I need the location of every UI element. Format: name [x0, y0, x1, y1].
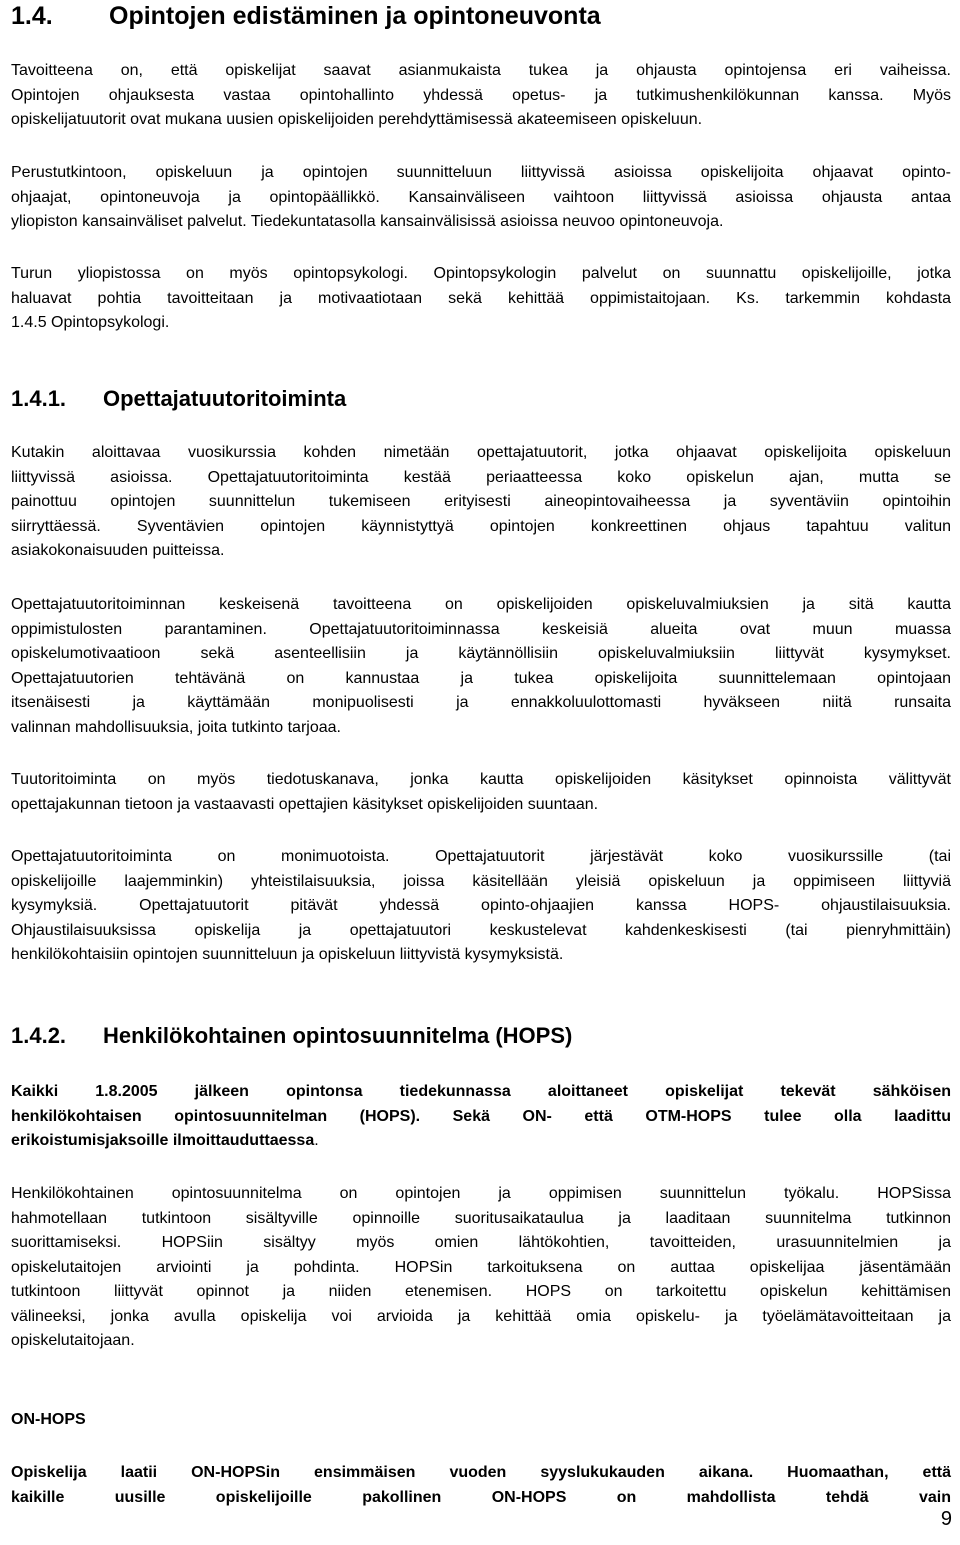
text-line: ohjaajat, opintoneuvoja ja opintopäällikkö. Kansainväliseen vaihtoon liittyvissä asioissa ohjausta antaa — [11, 188, 951, 206]
text-line: opiskelutaitojaan. — [11, 1332, 135, 1349]
text-line: opettajakunnan tietoon ja vastaavasti opettajien käsitykset opiskelijoiden suuntaan. — [11, 795, 599, 813]
text-line: haluavat pohtia tavoitteitaan ja motivaatiotaan sekä kehittää oppimistaitojaan. Ks. tarkemmin kohdasta — [11, 289, 951, 307]
paragraph-on-hops — [11, 1461, 951, 1510]
text-line: opiskelijatuutorit ovat mukana uusien opiskelijoiden perehdyttämisessä akateemiseen opiskeluun. — [11, 111, 703, 128]
subsection-title: Opettajatuutoritoiminta — [103, 386, 347, 411]
text-line: Turun yliopistossa on myös opintopsykologi. Opintopsykologin palvelut on suunnattu opiskelijoille, jotka — [11, 265, 951, 282]
text-line: yliopiston kansainväliset palvelut. Tiedekuntatasolla kansainvälisissä asioissa neuvoo opintoneuvoja. — [11, 213, 724, 230]
section-heading — [11, 2, 601, 31]
paragraph-tutor-forms — [11, 845, 951, 968]
text-line: Ohjaustilaisuuksissa opiskelija ja opettajatuutori keskustelevat kahdenkeskisesti (tai pienryhmittäin) — [11, 921, 951, 939]
text-line: Opiskelija laatii ON-HOPSin ensimmäisen vuoden syyslukukauden aikana. Huomaathan, että — [11, 1464, 951, 1481]
text-line: opiskelumotivaatioon sekä asenteellisiin ja käytännöllisiin opiskeluvalmiuksiin liittyvät kysymykset. — [11, 645, 951, 662]
text-line: Opettajatuutorien tehtävänä on kannustaa ja tukea opiskelijoita suunnittelemaan opintojaan — [11, 669, 951, 687]
paragraph-tutors — [11, 441, 951, 564]
text-line: Tuutoritoiminta on myös tiedotuskanava, jonka kautta opiskelijoiden käsitykset opinnoista välittyvät — [11, 771, 951, 788]
paragraph-intro — [11, 59, 951, 133]
paragraph-hops-notice — [11, 1080, 951, 1154]
text-line: tutkintoon liittyvät opinnot ja niiden etenemisen. HOPS on tarkoitettu opiskelun kehittämisen — [11, 1283, 951, 1300]
text-line: henkilökohtaisiin opintojen suunnitteluun ja opiskeluun liittyvistä kysymyksistä. — [11, 946, 564, 963]
paragraph-advisors — [11, 161, 951, 235]
text-line: Opettajatuutoritoiminnan keskeisenä tavoitteena on opiskelijoiden opiskeluvalmiuksien ja sitä kautta — [11, 596, 951, 613]
subsection-number: 1.4.2. — [11, 1023, 67, 1048]
text-line: hahmotellaan tutkintoon sisältyville opinnoille suoritusaikataulua ja laaditaan suunnitelma tutkinnon — [11, 1209, 951, 1227]
paragraph-tutor-goals — [11, 593, 951, 740]
text-line: oppimistulosten parantaminen. Opettajatuutoritoiminnassa keskeisiä alueita ovat muun muassa — [11, 620, 951, 638]
page-number: 9 — [940, 1508, 952, 1530]
text-line — [11, 1129, 951, 1154]
text-line: valinnan mahdollisuuksia, joita tutkinto tarjoaa. — [11, 718, 341, 736]
subsection-number: 1.4.1. — [11, 386, 67, 411]
text-line: Henkilökohtainen opintosuunnitelma on opintojen ja oppimisen suunnittelun työkalu. HOPSissa — [11, 1185, 951, 1202]
text-line: Kutakin aloittavaa vuosikurssia kohden nimetään opettajatuutorit, jotka ohjaavat opiskelijoita opiskeluun — [11, 444, 951, 461]
paragraph-info-channel — [11, 768, 951, 817]
text-line: henkilökohtaisen opintosuunnitelman (HOPS). Sekä ON- että OTM-HOPS tulee olla laadittu — [11, 1107, 951, 1125]
period: . — [314, 1132, 319, 1149]
text-line: siirryttäessä. Syventävien opintojen käynnistyttyä opintojen konkreettinen ohjaus tapahtuu valitun — [11, 517, 951, 535]
paragraph-psychologist — [11, 262, 951, 336]
subsection-heading-1 — [11, 386, 346, 412]
subsection-heading-2 — [11, 1023, 572, 1049]
text-line: kaikille uusille opiskelijoille pakollinen ON-HOPS on mahdollista tehdä vain — [11, 1488, 951, 1506]
text-line: asiakokonaisuuden puitteissa. — [11, 542, 225, 559]
text-line: Opettajatuutoritoiminta on monimuotoista. Opettajatuutorit järjestävät koko vuosikurssille (tai — [11, 848, 951, 865]
text-line: kysymyksiä. Opettajatuutorit pitävät yhdessä opinto-ohjaajien kanssa HOPS- ohjaustilaisuuksia. — [11, 897, 951, 914]
section-title: Opintojen edistäminen ja opintoneuvonta — [109, 2, 601, 30]
text-line: itsenäisesti ja käyttämään monipuolisesti ja ennakkoluulottomasti hyväkseen niitä runsaita — [11, 694, 951, 711]
text-line: 1.4.5 Opintopsykologi. — [11, 314, 170, 331]
subsection-title: Henkilökohtainen opintosuunnitelma (HOPS) — [103, 1023, 573, 1048]
text-line: painottuu opintojen suunnittelun tukemiseen erityisesti aineopintovaiheessa ja syventäviin opintoihin — [11, 493, 951, 510]
text-line: Kaikki 1.8.2005 jälkeen opintonsa tiedekunnassa aloittaneet opiskelijat tekevät sähköisen — [11, 1083, 951, 1100]
text-line: Opintojen ohjauksesta vastaa opintohallinto yhdessä opetus- ja tutkimushenkilökunnan kanssa. Myös — [11, 86, 951, 104]
on-hops-heading — [11, 1408, 951, 1433]
text-line: välineeksi, jonka avulla opiskelija voi arvioida ja kehittää omia opiskelu- ja työelämätavoitteitaan ja — [11, 1307, 951, 1325]
section-number: 1.4. — [11, 2, 53, 30]
text-line: ON-HOPS — [11, 1411, 86, 1428]
paragraph-hops-description — [11, 1182, 951, 1354]
bold-text: erikoistumisjaksoille ilmoittauduttaessa — [11, 1132, 315, 1149]
text-line: Perustutkintoon, opiskeluun ja opintojen suunnitteluun liittyvissä asioissa opiskelijoita ohjaavat opinto- — [11, 164, 951, 181]
text-line: Tavoitteena on, että opiskelijat saavat asianmukaista tukea ja ohjausta opintojensa eri vaiheissa. — [11, 62, 951, 79]
text-line: suorittamiseksi. HOPSiin sisältyy myös omien lähtökohtien, tavoitteiden, urasuunnitelmien ja — [11, 1234, 951, 1251]
text-line: liittyvissä asioissa. Opettajatuutoritoiminta kestää periaatteessa koko opiskelun ajan, mutta se — [11, 468, 951, 486]
text-line: opiskelutaitojen arviointi ja pohdinta. HOPSin tarkoituksena on auttaa opiskelijaa jäsentämään — [11, 1258, 951, 1276]
text-line: opiskelijoille laajemminkin) yhteistilaisuuksia, joissa käsitellään yleisiä opiskeluun ja oppimiseen liittyviä — [11, 872, 951, 890]
